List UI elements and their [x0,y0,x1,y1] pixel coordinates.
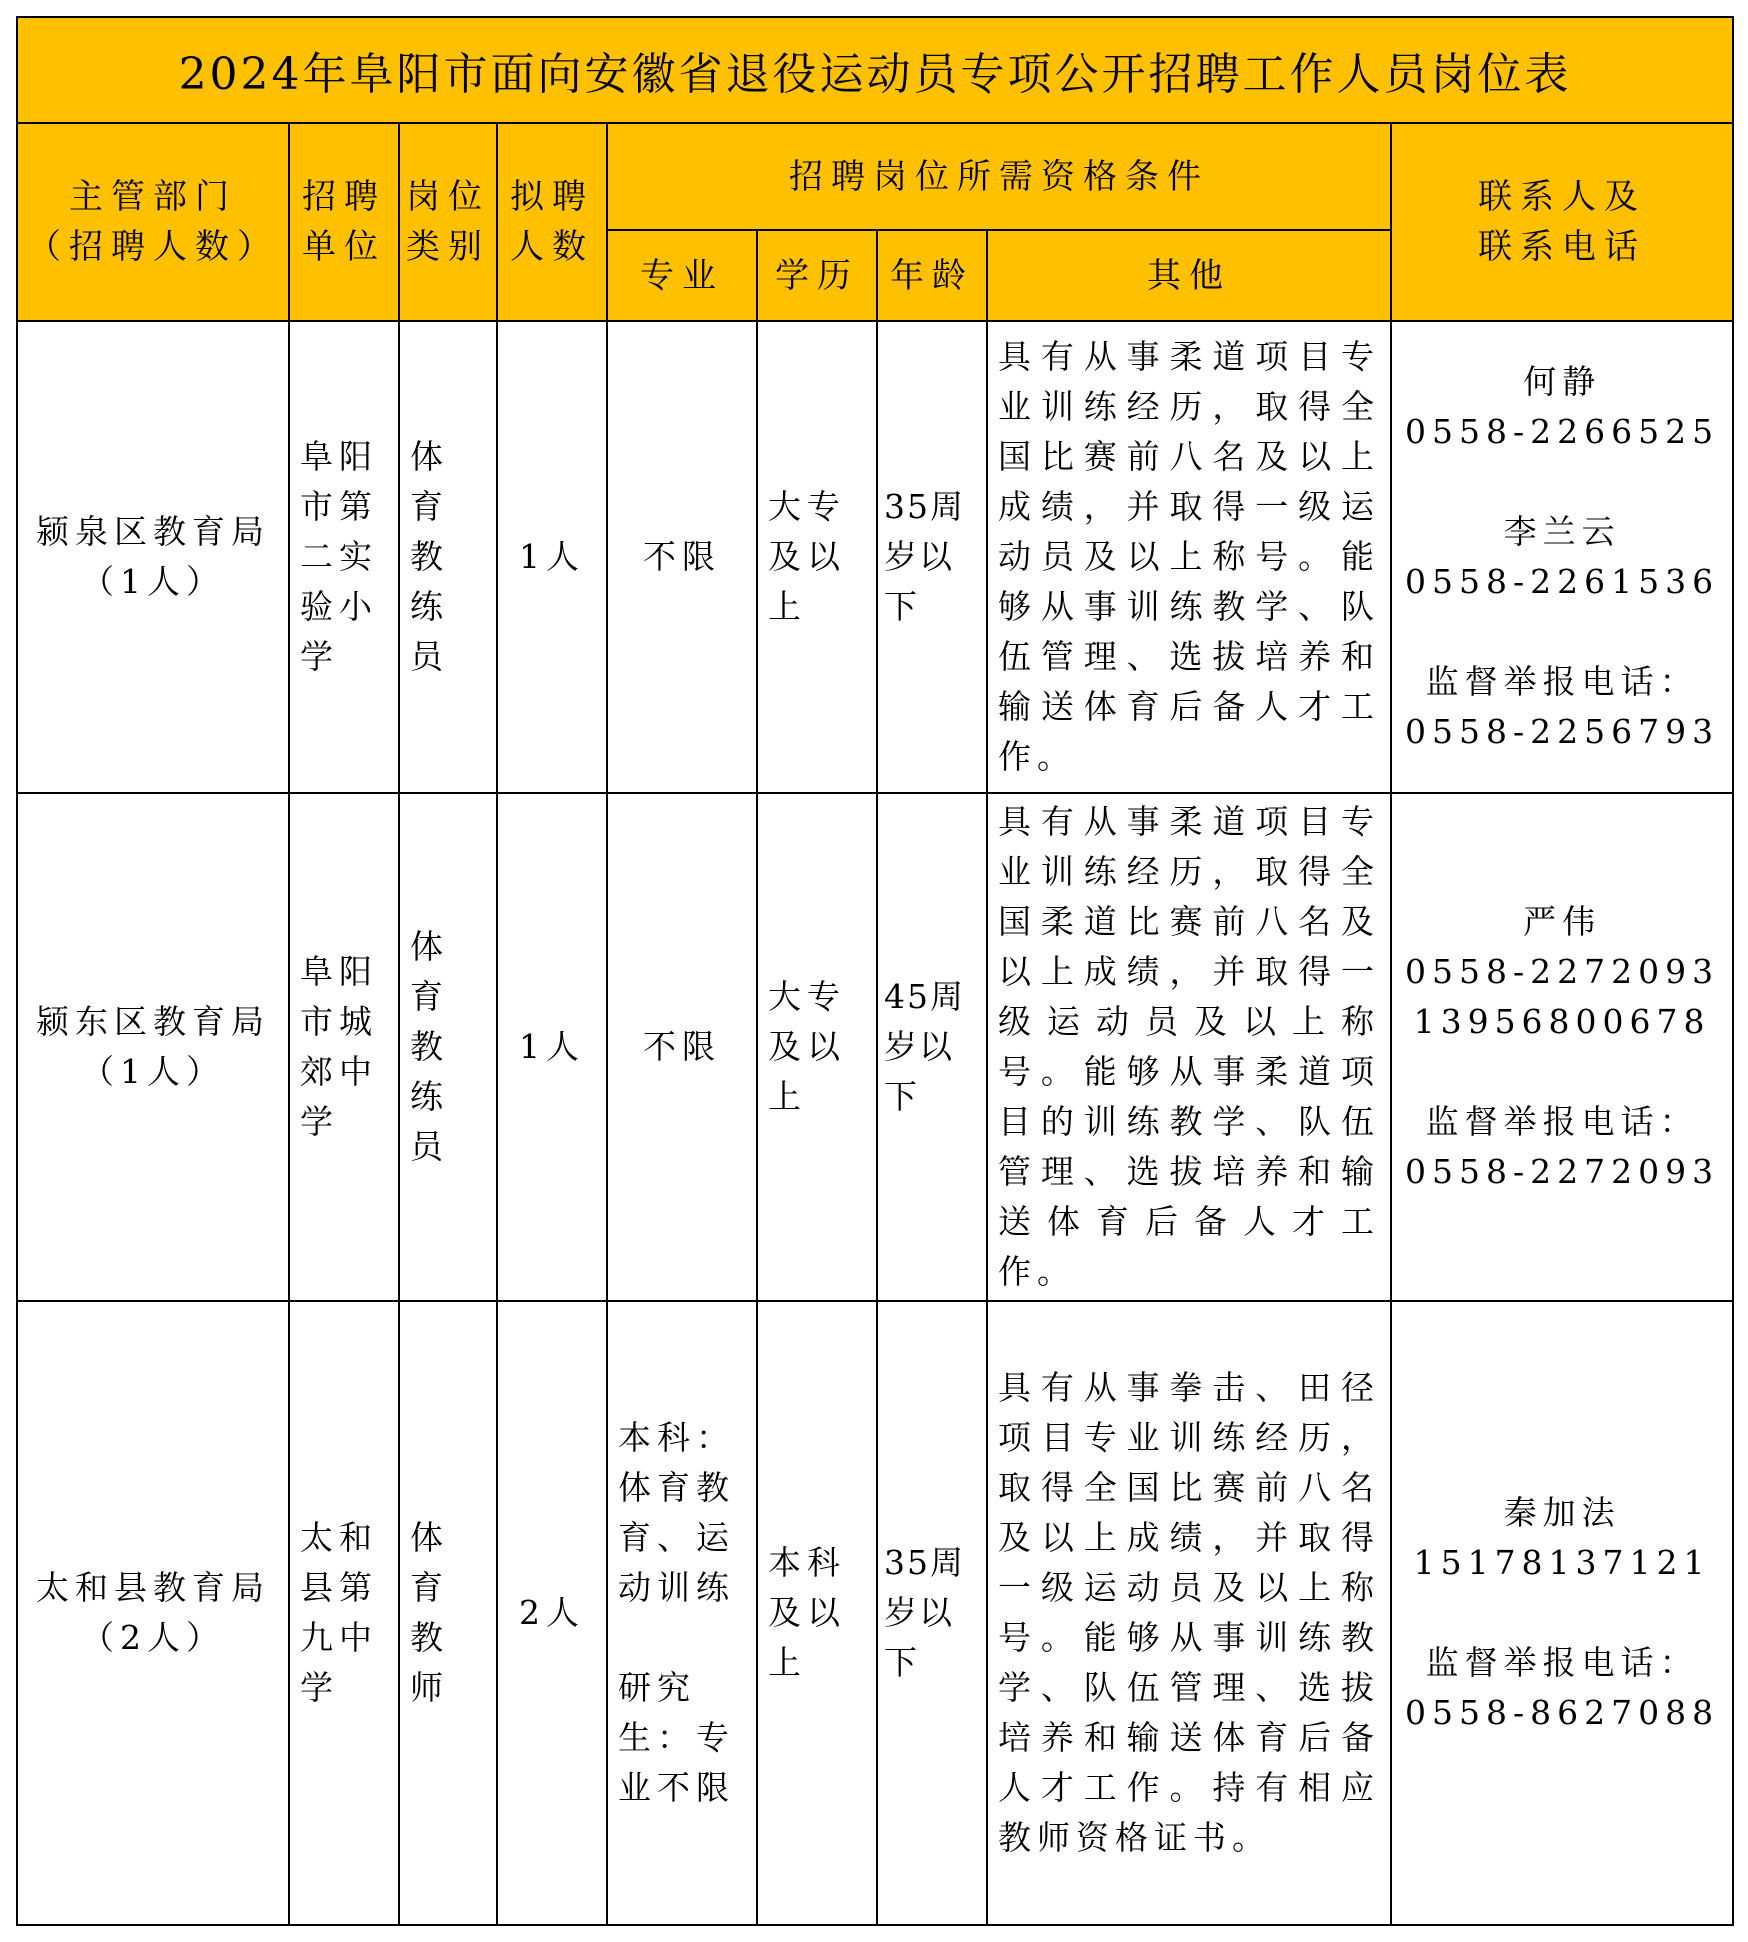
table-row [17,793,1733,1301]
contact-phone: 0558-2266525 [1405,412,1720,451]
header-category: 岗位 类别 [399,123,497,321]
age-cell: 35周 岁以 下 [877,321,987,793]
contact-name: 李兰云 [1503,512,1621,551]
education-cell: 大专 及以 上 [757,793,877,1301]
report-label: 监督举报电话： [1425,662,1699,701]
count-cell: 1人 [497,793,607,1301]
header-qualifications: 招聘岗位所需资格条件 [607,123,1391,230]
category-cell: 体育 教练 员 [399,793,497,1301]
count-cell: 1人 [497,321,607,793]
header-major: 专业 [607,230,757,321]
contact-cell [1391,321,1733,793]
unit-cell: 阜阳 市第 二实 验小 学 [289,321,399,793]
other-cell: 具有从事柔道项目专业训练经历，取得全国柔道比赛前八名及以上成绩，并取得一级运动员及以上称号。能够从事柔道项目的训练教学、队伍管理、选拔培养和输送体育后备人才工作。 [987,793,1391,1301]
unit-cell: 阜阳 市城 郊中 学 [289,793,399,1301]
report-label: 监督举报电话： [1425,1102,1699,1141]
major-cell: 本科： 体育教 育、运 动训练 研究 生：专 业不限 [607,1301,757,1925]
report-phone: 0558-8627088 [1405,1693,1720,1732]
age-cell: 35周 岁以 下 [877,1301,987,1925]
contact-cell [1391,793,1733,1301]
report-label: 监督举报电话： [1425,1643,1699,1682]
contact-name: 何静 [1523,362,1602,401]
contact-phone: 15178137121 [1413,1543,1711,1582]
header-count: 拟聘 人数 [497,123,607,321]
header-age: 年龄 [877,230,987,321]
other-cell: 具有从事柔道项目专业训练经历，取得全国比赛前八名及以上成绩，并取得一级运动员及以上称号。能够从事训练教学、队伍管理、选拔培养和输送体育后备人才工作。 [987,321,1391,793]
header-education: 学历 [757,230,877,321]
report-phone: 0558-2272093 [1405,1152,1720,1191]
table-row [17,321,1733,793]
contact-cell [1391,1301,1733,1925]
contact-name: 秦加法 [1503,1493,1621,1532]
dept-cell: 颍泉区教育局 （1人） [17,321,289,793]
header-contact: 联系人及 联系电话 [1391,123,1733,321]
recruitment-table [16,16,1734,1926]
contact-phone: 0558-2261536 [1405,562,1720,601]
category-cell: 体育 教练 员 [399,321,497,793]
age-cell: 45周 岁以 下 [877,793,987,1301]
education-cell: 本科 及以 上 [757,1301,877,1925]
major-cell: 不限 [607,793,757,1301]
header-unit: 招聘 单位 [289,123,399,321]
contact-phone: 0558-2272093 [1405,952,1720,991]
table-title: 2024年阜阳市面向安徽省退役运动员专项公开招聘工作人员岗位表 [17,17,1733,123]
table-row [17,1301,1733,1925]
unit-cell: 太和 县第 九中 学 [289,1301,399,1925]
education-cell: 大专 及以 上 [757,321,877,793]
other-cell: 具有从事拳击、田径项目专业训练经历，取得全国比赛前八名及以上成绩，并取得一级运动员及以上称号。能够从事训练教学、队伍管理、选拔培养和输送体育后备人才工作。持有相应教师资格证书。 [987,1301,1391,1925]
major-cell: 不限 [607,321,757,793]
header-dept: 主管部门 （招聘人数） [17,123,289,321]
report-phone: 0558-2256793 [1405,712,1720,751]
count-cell: 2人 [497,1301,607,1925]
category-cell: 体育 教师 [399,1301,497,1925]
dept-cell: 颍东区教育局 （1人） [17,793,289,1301]
contact-mobile: 13956800678 [1413,1002,1711,1041]
header-other: 其他 [987,230,1391,321]
dept-cell: 太和县教育局 （2人） [17,1301,289,1925]
contact-name: 严伟 [1523,902,1602,941]
